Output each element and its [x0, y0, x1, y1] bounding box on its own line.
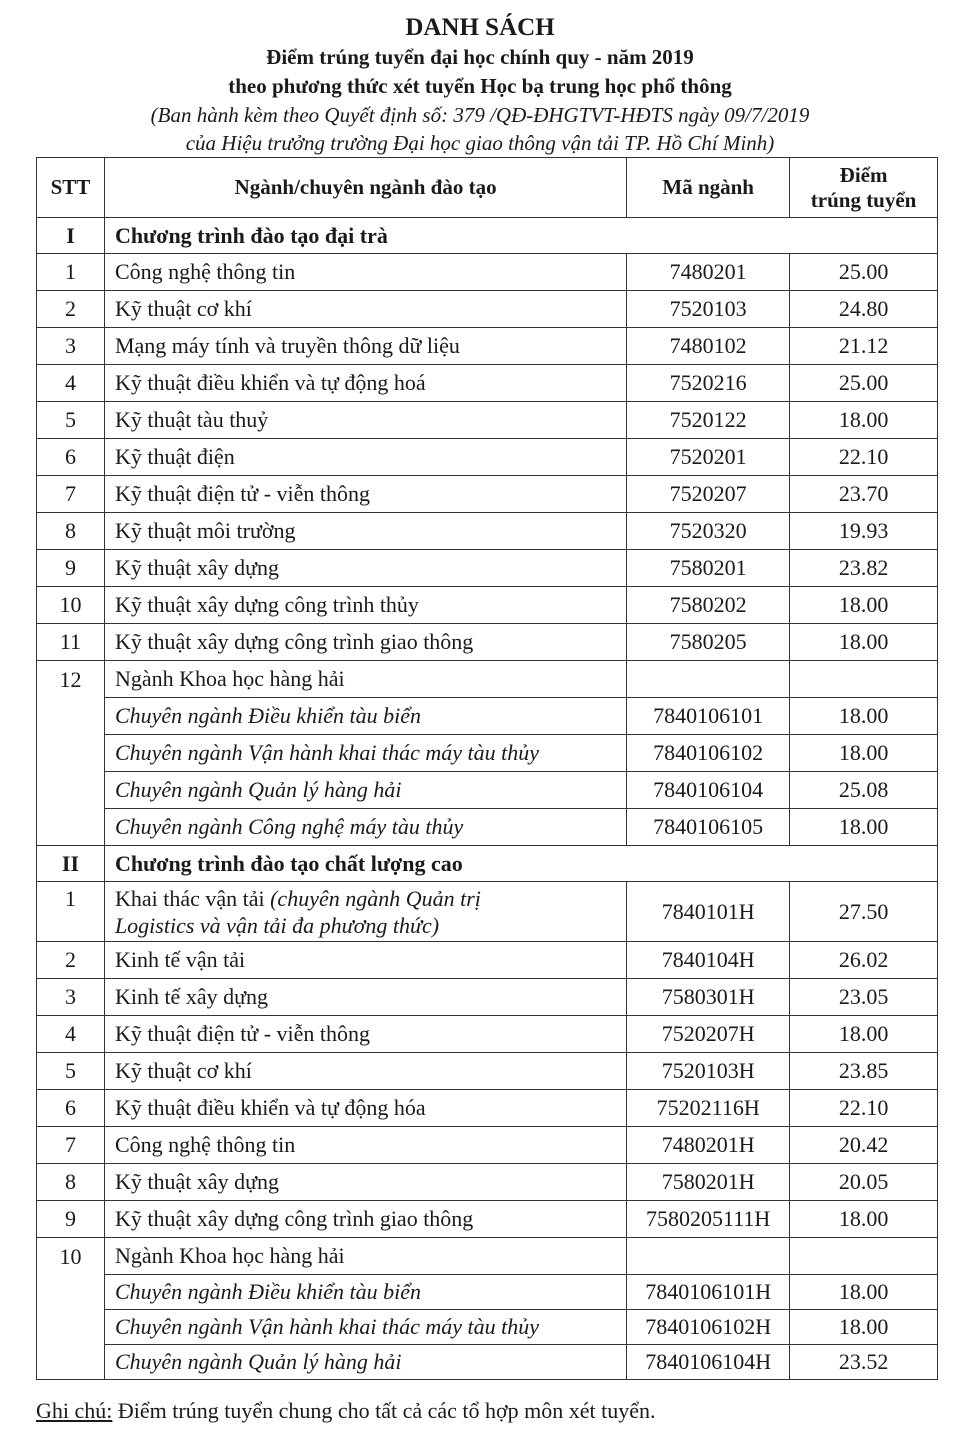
footnote-text: Điểm trúng tuyển chung cho tất cả các tổ hợp môn xét tuyển. [112, 1398, 656, 1423]
row-stt: 7 [37, 1127, 105, 1164]
decision-note-2: của Hiệu trưởng trường Đại học giao thông vận tải TP. Hồ Chí Minh) [185, 131, 775, 155]
row-score: 20.05 [790, 1164, 938, 1201]
row-code: 7520122 [627, 402, 790, 439]
row-stt: 1 [37, 882, 105, 942]
row-program: Kỹ thuật xây dựng công trình giao thông [104, 1201, 626, 1238]
row-score [790, 1238, 938, 1275]
sub-program: Chuyên ngành Điều khiển tàu biển [104, 698, 626, 735]
table-row [37, 882, 938, 942]
row-score: 18.00 [790, 587, 938, 624]
table-row [37, 1164, 938, 1201]
row-code: 7580205 [627, 624, 790, 661]
table-row [37, 328, 938, 365]
row-program: Kỹ thuật tàu thuỷ [104, 402, 626, 439]
row-score: 27.50 [790, 882, 938, 942]
row-code: 7580301H [627, 979, 790, 1016]
table-row [37, 291, 938, 328]
row-program: Kinh tế xây dựng [104, 979, 626, 1016]
row-code: 7840106105 [627, 809, 790, 846]
row-code: 7580201 [627, 550, 790, 587]
table-row [37, 624, 938, 661]
row-stt: 12 [37, 661, 105, 846]
row-program: Mạng máy tính và truyền thông dữ liệu [104, 328, 626, 365]
row-stt: 8 [37, 1164, 105, 1201]
sub-row [37, 772, 938, 809]
sub-program: Chuyên ngành Công nghệ máy tàu thủy [104, 809, 626, 846]
header-program: Ngành/chuyên ngành đào tạo [104, 158, 626, 218]
row-stt: 4 [37, 365, 105, 402]
table-row [37, 1016, 938, 1053]
header-score [790, 158, 938, 218]
row-code: 7840101H [627, 882, 790, 942]
row-stt: 2 [37, 942, 105, 979]
row-code: 7840106104H [627, 1345, 790, 1380]
row-score: 19.93 [790, 513, 938, 550]
row-code: 7520207H [627, 1016, 790, 1053]
row-program: Kỹ thuật điều khiển và tự động hoá [104, 365, 626, 402]
row-program: Kỹ thuật xây dựng công trình giao thông [104, 624, 626, 661]
row-code: 7840106101 [627, 698, 790, 735]
row-program: Ngành Khoa học hàng hải [104, 1238, 626, 1275]
row-score: 18.00 [790, 1201, 938, 1238]
row-score: 25.00 [790, 365, 938, 402]
row-program: Công nghệ thông tin [104, 254, 626, 291]
table-row [37, 1127, 938, 1164]
sub-program: Chuyên ngành Vận hành khai thác máy tàu thủy [104, 735, 626, 772]
row-stt: 6 [37, 1090, 105, 1127]
row-program: Kỹ thuật cơ khí [104, 291, 626, 328]
row-stt: 1 [37, 254, 105, 291]
row-code: 7520201 [627, 439, 790, 476]
row-score: 22.10 [790, 1090, 938, 1127]
row-score: 18.00 [790, 1016, 938, 1053]
row-score: 23.05 [790, 979, 938, 1016]
row-score: 18.00 [790, 1275, 938, 1310]
row-program: Kỹ thuật điện tử - viễn thông [104, 1016, 626, 1053]
row-score: 23.82 [790, 550, 938, 587]
row-stt: 3 [37, 979, 105, 1016]
row-code: 7840106102H [627, 1310, 790, 1345]
header-score-line2: trúng tuyển [810, 187, 917, 212]
table-row [37, 979, 938, 1016]
group-row [37, 661, 938, 698]
footnote [36, 1398, 656, 1424]
section-row-high-quality [37, 846, 938, 882]
row-stt: 5 [37, 402, 105, 439]
row-stt: 11 [37, 624, 105, 661]
row-score: 21.12 [790, 328, 938, 365]
row-program: Kỹ thuật xây dựng [104, 1164, 626, 1201]
sub-program: Chuyên ngành Quản lý hàng hải [104, 772, 626, 809]
row-code: 75202116H [627, 1090, 790, 1127]
row-program: Kỹ thuật điện [104, 439, 626, 476]
row-stt: 8 [37, 513, 105, 550]
row-score: 23.70 [790, 476, 938, 513]
sub-row [37, 1310, 938, 1345]
row-code: 7520216 [627, 365, 790, 402]
row-stt: 3 [37, 328, 105, 365]
footnote-label: Ghi chú: [36, 1398, 113, 1423]
sub-program: Chuyên ngành Điều khiển tàu biển [104, 1275, 626, 1310]
row-code: 7520103 [627, 291, 790, 328]
row-code: 7580201H [627, 1164, 790, 1201]
table-row [37, 1090, 938, 1127]
row-code: 7580202 [627, 587, 790, 624]
row-score: 18.00 [790, 809, 938, 846]
subtitle-line-2: theo phương thức xét tuyển Học bạ trung học phổ thông [228, 74, 732, 98]
program-main: Khai thác vận tải [114, 885, 265, 911]
sub-row [37, 735, 938, 772]
row-program: Kỹ thuật điện tử - viễn thông [104, 476, 626, 513]
row-stt: 2 [37, 291, 105, 328]
table-row [37, 942, 938, 979]
row-code: 7840106102 [627, 735, 790, 772]
sub-program: Chuyên ngành Vận hành khai thác máy tàu thủy [104, 1310, 626, 1345]
group-row [37, 1238, 938, 1275]
row-program: Kỹ thuật xây dựng [104, 550, 626, 587]
row-score: 23.85 [790, 1053, 938, 1090]
sub-program: Chuyên ngành Quản lý hàng hải [104, 1345, 626, 1380]
table-row [37, 587, 938, 624]
table-row [37, 513, 938, 550]
row-program: Công nghệ thông tin [104, 1127, 626, 1164]
row-program: Kỹ thuật môi trường [104, 513, 626, 550]
row-score: 18.00 [790, 698, 938, 735]
subtitle-line-1: Điểm trúng tuyển đại học chính quy - năm 2019 [266, 45, 694, 69]
row-score: 18.00 [790, 624, 938, 661]
row-code: 7520320 [627, 513, 790, 550]
row-code: 7480201 [627, 254, 790, 291]
program-specialization-2: Logistics và vận tải đa phương thức) [114, 912, 440, 938]
admission-scores-table [36, 157, 938, 1380]
table-row [37, 476, 938, 513]
document-title: DANH SÁCH [405, 14, 555, 41]
row-stt: 10 [37, 1238, 105, 1380]
section-number: I [37, 218, 105, 254]
table-row [37, 1053, 938, 1090]
row-program [104, 882, 626, 942]
program-specialization-1: (chuyên ngành Quản trị [270, 885, 481, 911]
row-code: 7480102 [627, 328, 790, 365]
table-row [37, 1201, 938, 1238]
section-title: Chương trình đào tạo đại trà [104, 218, 937, 254]
row-code: 7520103H [627, 1053, 790, 1090]
sub-row [37, 1345, 938, 1380]
decision-note-1: (Ban hành kèm theo Quyết định số: 379 /QĐ-ĐHGTVT-HĐTS ngày 09/7/2019 [150, 103, 810, 127]
row-score: 22.10 [790, 439, 938, 476]
table-row [37, 365, 938, 402]
table-header-row [37, 158, 938, 218]
table-row [37, 550, 938, 587]
table-row [37, 439, 938, 476]
row-score: 26.02 [790, 942, 938, 979]
row-stt: 7 [37, 476, 105, 513]
row-program: Kỹ thuật xây dựng công trình thủy [104, 587, 626, 624]
row-code: 7840106101H [627, 1275, 790, 1310]
table-row [37, 254, 938, 291]
document-header [0, 0, 960, 157]
row-stt: 9 [37, 1201, 105, 1238]
row-score: 24.80 [790, 291, 938, 328]
row-code: 7840104H [627, 942, 790, 979]
row-stt: 10 [37, 587, 105, 624]
row-stt: 4 [37, 1016, 105, 1053]
header-stt: STT [37, 158, 105, 218]
row-code: 7480201H [627, 1127, 790, 1164]
row-stt: 6 [37, 439, 105, 476]
row-program: Kinh tế vận tải [104, 942, 626, 979]
row-score: 18.00 [790, 402, 938, 439]
row-score: 18.00 [790, 735, 938, 772]
sub-row [37, 809, 938, 846]
row-score: 23.52 [790, 1345, 938, 1380]
row-stt: 9 [37, 550, 105, 587]
section-row-regular [37, 218, 938, 254]
row-score: 25.00 [790, 254, 938, 291]
row-program: Kỹ thuật cơ khí [104, 1053, 626, 1090]
row-code [627, 661, 790, 698]
table-row [37, 402, 938, 439]
row-code [627, 1238, 790, 1275]
sub-row [37, 698, 938, 735]
section-number: II [37, 846, 105, 882]
row-score: 25.08 [790, 772, 938, 809]
row-score: 20.42 [790, 1127, 938, 1164]
row-score: 18.00 [790, 1310, 938, 1345]
row-program: Ngành Khoa học hàng hải [104, 661, 626, 698]
row-code: 7580205111H [627, 1201, 790, 1238]
row-code: 7840106104 [627, 772, 790, 809]
row-score [790, 661, 938, 698]
header-score-line1: Điểm [839, 162, 888, 187]
row-program: Kỹ thuật điều khiển và tự động hóa [104, 1090, 626, 1127]
section-title: Chương trình đào tạo chất lượng cao [104, 846, 937, 882]
sub-row [37, 1275, 938, 1310]
row-code: 7520207 [627, 476, 790, 513]
row-stt: 5 [37, 1053, 105, 1090]
header-code: Mã ngành [627, 158, 790, 218]
